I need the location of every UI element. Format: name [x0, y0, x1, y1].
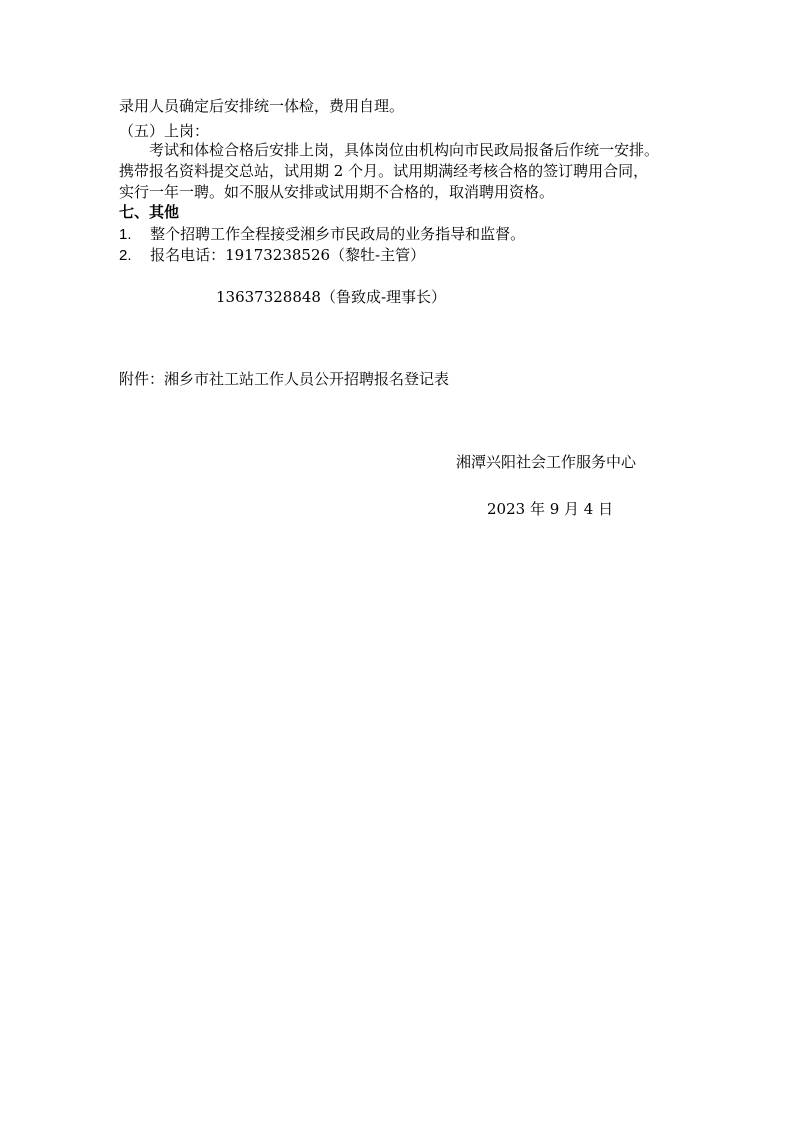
list-item: [119, 224, 525, 245]
extra-phone-contact: 13637328848（鲁致成-理事长）: [216, 288, 447, 306]
signature-organization: 湘潭兴阳社会工作服务中心: [456, 453, 637, 471]
list-item-text: 整个招聘工作全程接受湘乡市民政局的业务指导和监督。: [150, 225, 526, 243]
paragraph-onboarding-heading: （五）上岗：: [119, 122, 210, 140]
list-item-number: 2.: [119, 247, 132, 264]
paragraph-onboarding-body: 考试和体检合格后安排上岗，具体岗位由机构向市民政局报备后作统一安排。: [149, 141, 660, 159]
list-item: [119, 245, 425, 266]
section-heading-other: 七、其他: [119, 203, 180, 221]
paragraph-medical-check: 录用人员确定后安排统一体检，费用自理。: [119, 97, 405, 115]
list-item-text: 报名电话：19173238526（黎牡-主管）: [150, 246, 426, 264]
paragraph-contract: 实行一年一聘。如不服从安排或试用期不合格的，取消聘用资格。: [119, 183, 555, 201]
signature-date: 2023 年 9 月 4 日: [487, 500, 614, 518]
paragraph-probation: 携带报名资料提交总站，试用期 2 个月。试用期满经考核合格的签订聘用合同，: [119, 162, 649, 180]
attachment-note: 附件：湘乡市社工站工作人员公开招聘报名登记表: [119, 370, 450, 388]
list-item-number: 1.: [119, 226, 132, 243]
